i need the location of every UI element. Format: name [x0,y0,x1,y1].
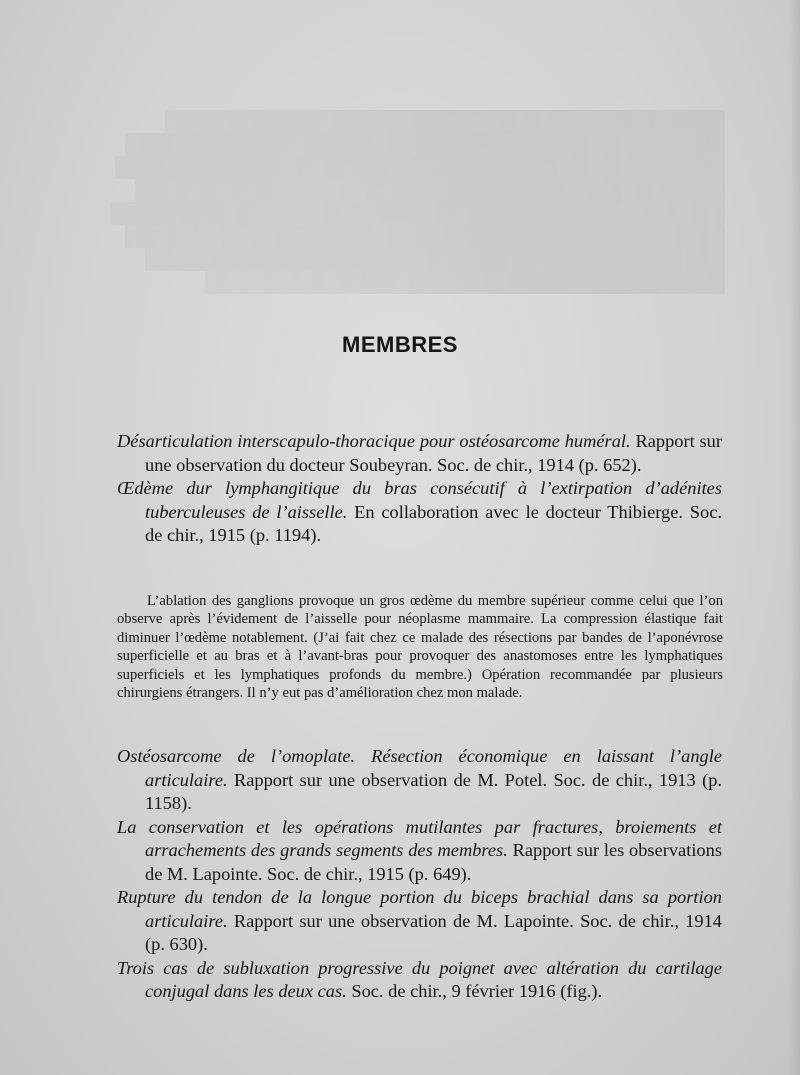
entry-reference: Soc. de chir., 9 février 1916 (fig.). [346,981,603,1001]
entry-oedeme [117,477,722,548]
entry-note: L’ablation des ganglions provoque un gros œdème du membre supérieur comme celui que l’on observe après l’évidement de l’aisselle pour néoplasme mammaire. La compression élastique fait diminuer l’œdème notablement. (J’ai fait chez ce malade des résections par bandes de l’aponévrose superficielle et au bras et à l’avant-bras pour provoquer des anastomoses entre les lymphatiques superficiels et les lymphatiques profonds du membre.) Opération recommandée par plusieurs chirurgiens étrangers. Il n’y eut pas d’amélioration chez mon malade. [117,593,723,702]
show-through-text [105,110,725,294]
entries-bottom [117,745,722,1004]
entry-reference: Rapport sur une observation de M. Potel. Soc. de chir., 1913 (p. 1158). [145,769,722,813]
entry-rupture [117,886,722,957]
entry-title: Trois cas de subluxation progressive du poignet avec altération du cartilage conjugal dans les deux cas. [117,957,722,1001]
entry-title: Rupture du tendon de la longue portion du biceps brachial dans sa portion articulaire. [117,887,722,931]
section-title: MEMBRES [342,332,458,357]
entry-subluxation [117,957,722,1004]
page-edge-shadow [788,0,800,1075]
entry-conservation [117,816,722,887]
entry-reference: En collaboration avec le docteur Thibierge. Soc. de chir., 1915 (p. 1194). [145,501,722,545]
entry-desarticulation [117,430,722,477]
entry-title: Ostéosarcome de l’omoplate. Résection économique en laissant l’angle articulaire. [117,746,722,790]
entry-reference: Rapport sur une observation de M. Lapointe. Soc. de chir., 1914 (p. 630). [145,910,722,954]
entry-reference: Rapport sur une observation du docteur Soubeyran. Soc. de chir., 1914 (p. 652). [145,431,722,475]
entries-top [117,430,722,548]
entry-title: La conservation et les opérations mutilantes par fractures, broiements et arrachements des grands segments des membres. [117,816,722,860]
entry-osteosarcome [117,745,722,816]
entry-title: Désarticulation interscapulo-thoracique pour ostéosarcome huméral. [117,431,631,451]
entry-title: Œdème dur lymphangitique du bras consécutif à l’extirpation d’adénites tuberculeuses de l’aisselle. [117,478,722,522]
entry-reference: Rapport sur les observations de M. Lapointe. Soc. de chir., 1915 (p. 649). [145,840,722,884]
